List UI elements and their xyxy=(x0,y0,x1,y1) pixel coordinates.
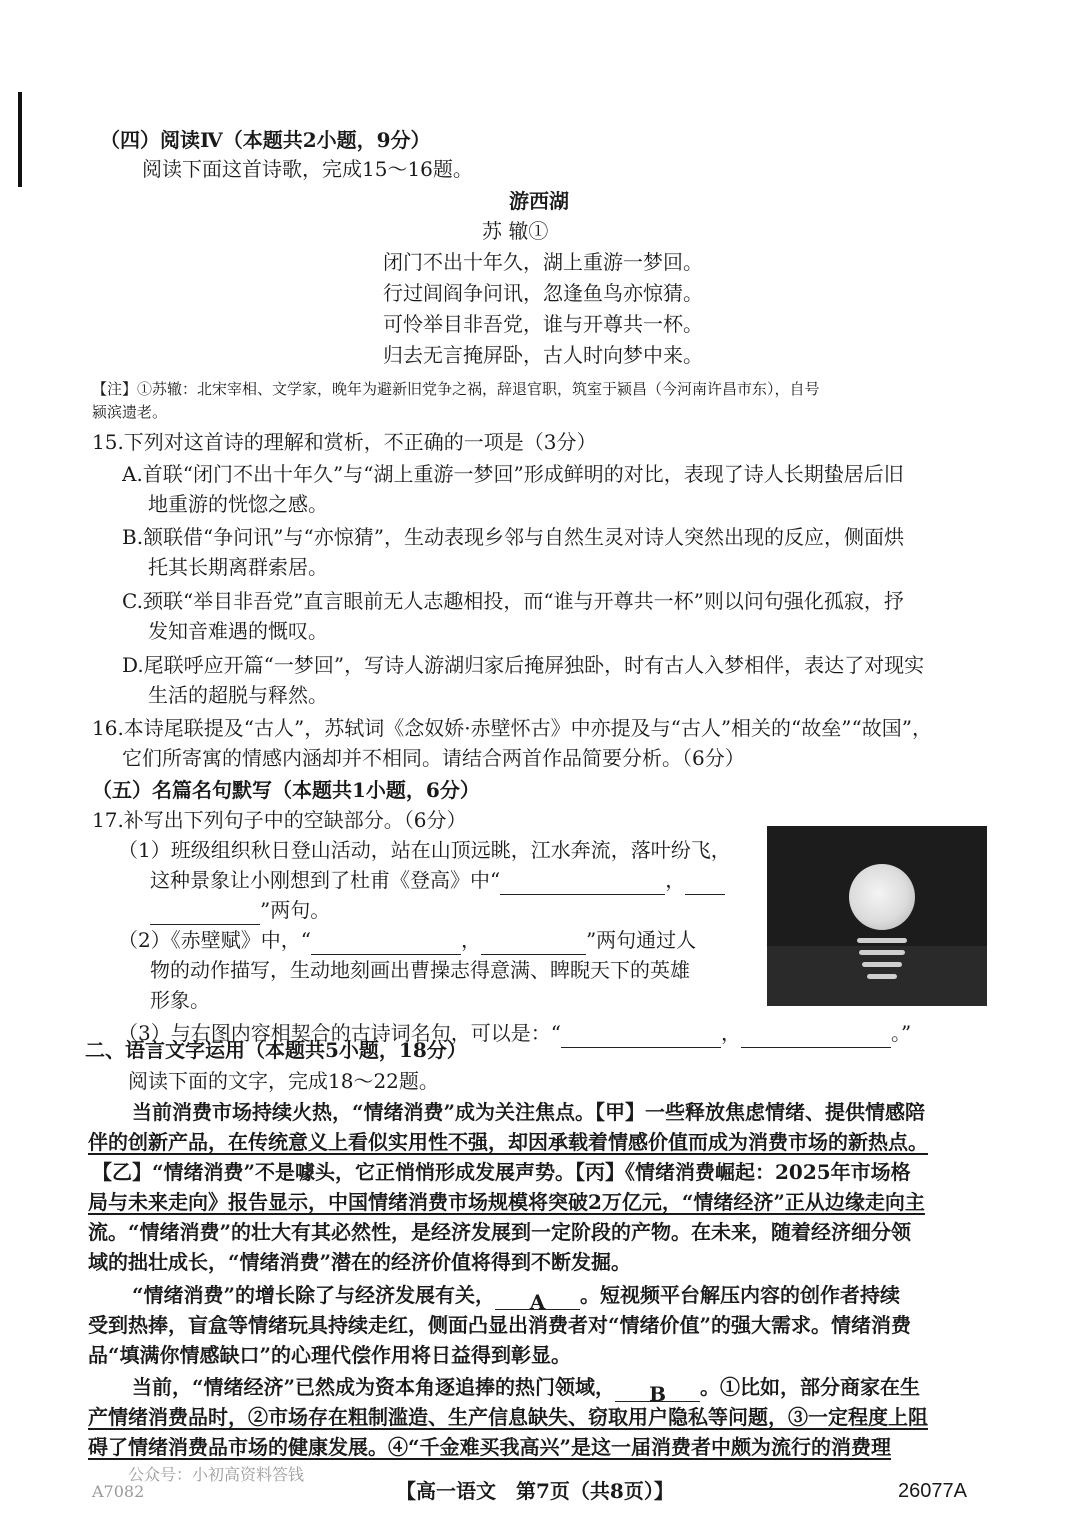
q17-stem: 17.补写出下列句子中的空缺部分。（6分） xyxy=(92,808,467,832)
q16-line-2: 它们所寄寓的情感内涵却并不相同。请结合两首作品简要分析。（6分） xyxy=(122,746,745,770)
q17-part3-lead: （3）与右图内容相契合的古诗词名句，可以是：“ xyxy=(118,1021,561,1045)
q15-option-a-1: A.首联“闭门不出十年久”与“湖上重游一梦回”形成鲜明的对比，表现了诗人长期蛰居后旧 xyxy=(122,462,904,486)
passage-line-2: 伴的创新产品，在传统意义上看似实用性不强，却因承载着情感价值而成为消费市场的新热点。 xyxy=(88,1130,928,1154)
q16-line-1: 16.本诗尾联提及“古人”，苏轼词《念奴娇·赤壁怀古》中亦提及与“古人”相关的“故垒”“故国”， xyxy=(92,716,932,740)
passage-line-8: 受到热捧，盲盒等情绪玩具持续走红，侧面凸显出消费者对“情绪价值”的强大需求。情绪消费 xyxy=(88,1313,912,1337)
passage-line-7 xyxy=(132,1280,901,1314)
watermark-text: 公众号：小初高资料答钱 xyxy=(128,1465,305,1484)
poem-author: 苏 辙① xyxy=(482,219,549,243)
passage-line-7-lead: “情绪消费”的增长除了与经济发展有关， xyxy=(132,1283,496,1307)
passage-line-9: 品“填满你情感缺口”的心理代偿作用将日益得到彰显。 xyxy=(88,1343,572,1367)
passage-line-11: 产情绪消费品时，②市场存在粗制滥造、生产信息缺失、窃取用户隐私等问题，③一定程度上阻 xyxy=(88,1405,928,1429)
passage-line-10 xyxy=(132,1372,921,1406)
answer-blank[interactable] xyxy=(741,1025,891,1048)
q17-part1-comma: ， xyxy=(665,868,686,892)
moon-reflection xyxy=(867,974,897,979)
q17-part1-lead: 这种景象让小刚想到了杜甫《登高》中“ xyxy=(150,868,501,892)
poem-line-3: 可怜举目非吾党，谁与开尊共一杯。 xyxy=(383,312,703,336)
q15-option-b-1: B.颔联借“争问讯”与“亦惊猜”，生动表现乡邻与自然生灵对诗人突然出现的反应，侧面烘 xyxy=(122,525,904,549)
passage-line-12: 碍了情绪消费品市场的健康发展。④“千金难买我高兴”是这一届消费者中颇为流行的消费理 xyxy=(88,1435,892,1459)
q17-part3-tail: 。” xyxy=(890,1021,912,1045)
answer-blank[interactable] xyxy=(500,872,665,895)
part2-header: 二、语言文字运用（本题共5小题，18分） xyxy=(85,1038,467,1062)
answer-blank[interactable] xyxy=(685,872,725,895)
moon-over-sea-image xyxy=(767,826,987,1006)
q17-part2-line-1 xyxy=(118,925,696,955)
q17-part2-lead: （2）《赤壁赋》中，“ xyxy=(118,928,311,952)
section4-instruction: 阅读下面这首诗歌，完成15～16题。 xyxy=(142,157,473,181)
q15-option-b-2: 托其长期离群索居。 xyxy=(148,555,328,579)
poem-line-2: 行过闾阎争问讯，忽逢鱼鸟亦惊猜。 xyxy=(383,281,703,305)
passage-line-5: 流。“情绪消费”的壮大有其必然性，是经济发展到一定阶段的产物。在未来，随着经济细分领 xyxy=(88,1220,912,1244)
moon-reflection xyxy=(857,938,907,943)
q17-part2-comma: ， xyxy=(460,928,481,952)
moon-reflection xyxy=(859,950,905,955)
answer-blank[interactable] xyxy=(481,932,586,955)
q17-part3-comma: ， xyxy=(720,1021,741,1045)
answer-blank[interactable] xyxy=(311,932,461,955)
poem-note-line-2: 颍滨遗老。 xyxy=(92,403,168,421)
poem-note-line-1: 【注】①苏辙：北宋宰相、文学家，晚年为避新旧党争之祸，辞退官职，筑室于颍昌（今河南许昌市东），自号 xyxy=(92,380,820,398)
q15-option-d-1: D.尾联呼应开篇“一梦回”，写诗人游湖归家后掩屏独卧，时有古人入梦相伴，表达了对现实 xyxy=(122,653,925,677)
q15-option-d-2: 生活的超脱与释然。 xyxy=(148,683,328,707)
answer-blank[interactable] xyxy=(561,1025,721,1048)
poem-line-1: 闭门不出十年久，湖上重游一梦回。 xyxy=(383,250,703,274)
q15-option-a-2: 地重游的恍惚之感。 xyxy=(148,492,328,516)
poem-title: 游西湖 xyxy=(509,189,569,213)
blank-a[interactable]: A xyxy=(495,1287,580,1310)
passage-line-6: 域的拙壮成长，“情绪消费”潜在的经济价值将得到不断发掘。 xyxy=(88,1250,632,1274)
q17-part1-line-2 xyxy=(150,865,725,895)
footer-page-label: 【高一语文 第7页（共8页）】 xyxy=(396,1479,674,1503)
poem-line-4: 归去无言掩屏卧，古人时向梦中来。 xyxy=(383,343,703,367)
passage-line-10-lead: 当前，“情绪经济”已然成为资本角逐追捧的热门领域， xyxy=(132,1375,616,1399)
q17-part2-line-3: 形象。 xyxy=(150,988,210,1012)
moon-shape xyxy=(849,864,915,930)
blank-b[interactable]: B xyxy=(615,1379,700,1402)
passage-line-10-tail: 。①比如，部分商家在生 xyxy=(700,1375,921,1399)
q17-part1-tail: ”两句。 xyxy=(260,898,331,922)
footer-code-left: A7082 xyxy=(92,1482,145,1501)
q15-option-c-1: C.颈联“举目非吾党”直言眼前无人志趣相投，而“谁与开尊共一杯”则以问句强化孤寂，抒 xyxy=(122,589,904,613)
q15-stem: 15.下列对这首诗的理解和赏析，不正确的一项是（3分） xyxy=(92,430,597,454)
part2-instruction: 阅读下面的文字，完成18～22题。 xyxy=(128,1069,439,1093)
answer-blank[interactable] xyxy=(150,902,260,925)
q17-part2-tail: ”两句通过人 xyxy=(585,928,697,952)
footer-code-right: 26077A xyxy=(898,1480,967,1502)
passage-line-1: 当前消费市场持续火热，“情绪消费”成为关注焦点。【甲】一些释放焦虑情绪、提供情感陪 xyxy=(132,1100,926,1124)
passage-line-4: 局与未来走向》报告显示，中国情绪消费市场规模将突破2万亿元，“情绪经济”正从边缘走向主 xyxy=(88,1190,925,1214)
moon-reflection xyxy=(862,962,902,967)
section5-header: （五）名篇名句默写（本题共1小题，6分） xyxy=(92,778,480,802)
section4-header: （四）阅读Ⅳ（本题共2小题，9分） xyxy=(100,128,431,152)
passage-line-7-tail: 。短视频平台解压内容的创作者持续 xyxy=(580,1283,901,1307)
q15-option-c-2: 发知音难遇的慨叹。 xyxy=(148,619,328,643)
q17-part1-line-1: （1）班级组织秋日登山活动，站在山顶远眺，江水奔流，落叶纷飞， xyxy=(118,838,731,862)
scan-edge-mark xyxy=(18,92,22,187)
passage-line-3: 【乙】“情绪消费”不是噱头，它正悄悄形成发展声势。【丙】《情绪消费崛起：2025年市场格 xyxy=(92,1160,911,1184)
q17-part1-line-3 xyxy=(150,895,330,925)
q17-part2-line-2: 物的动作描写，生动地刻画出曹操志得意满、睥睨天下的英雄 xyxy=(150,958,690,982)
